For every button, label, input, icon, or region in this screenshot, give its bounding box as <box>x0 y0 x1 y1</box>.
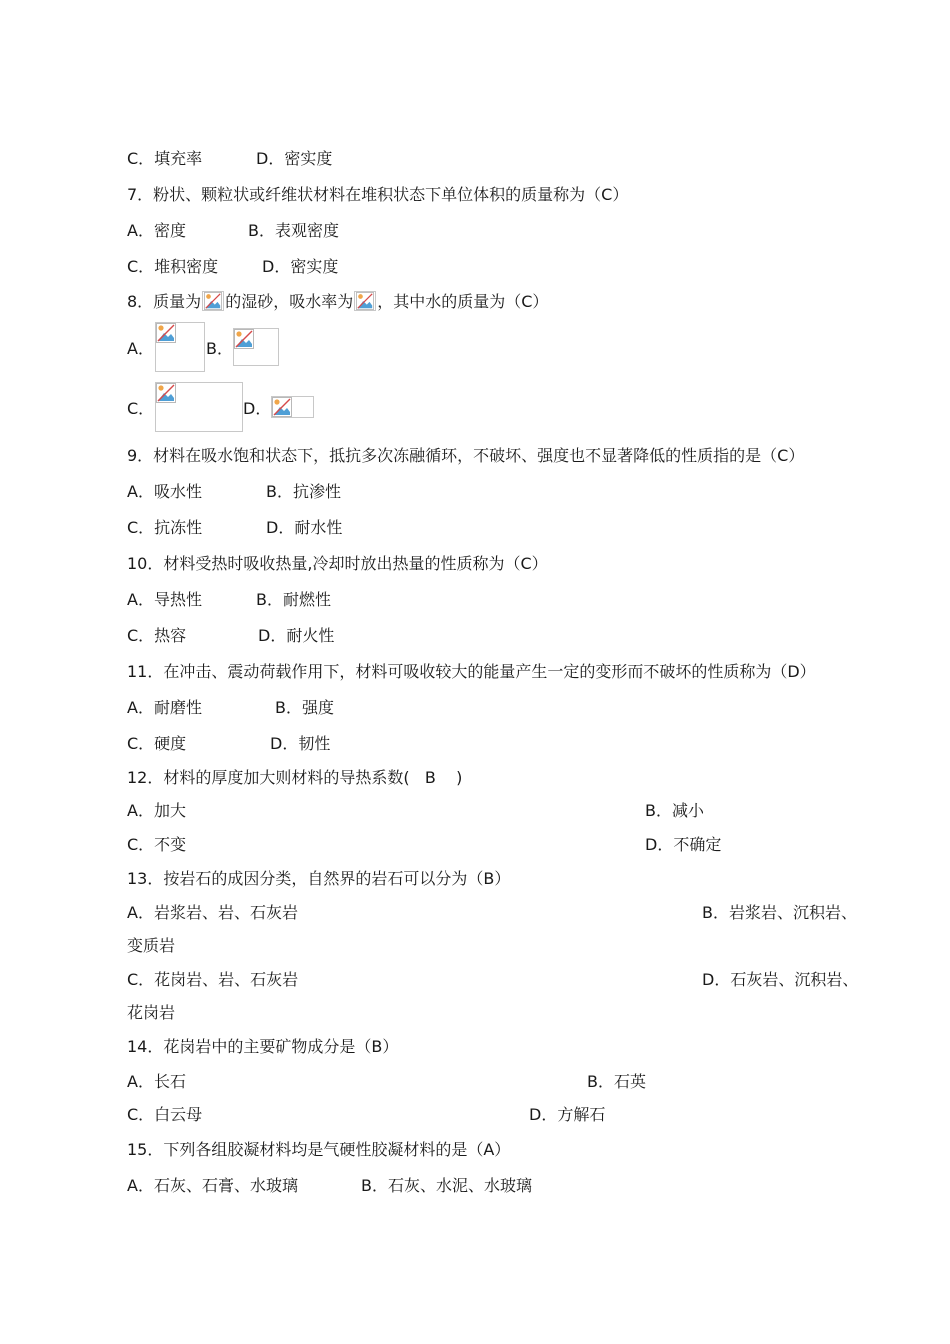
q8-text-3: ，其中水的质量为（C） <box>377 292 549 311</box>
q13-option-b: B．岩浆岩、沉积岩、 <box>702 903 857 922</box>
question-7: 7．粉状、颗粒状或纤维状材料在堆积状态下单位体积的质量称为（C） <box>127 185 629 204</box>
q12-option-d: D．不确定 <box>645 835 722 854</box>
broken-image-icon <box>202 291 224 311</box>
question-12: 12．材料的厚度加大则材料的导热系数( B ) <box>127 768 463 787</box>
q10-option-b: B．耐燃性 <box>256 590 331 609</box>
q11-option-b: B．强度 <box>275 698 334 717</box>
q8-option-d-image <box>271 396 314 418</box>
q12-option-b: B．减小 <box>645 801 704 820</box>
question-9: 9．材料在吸水饱和状态下，抵抗多次冻融循环，不破坏、强度也不显著降低的性质指的是（C） <box>127 446 805 465</box>
q8-option-b: B． <box>206 339 233 358</box>
q9-option-b: B．抗渗性 <box>266 482 341 501</box>
q8-option-b-image <box>233 328 279 366</box>
q11-option-c: C．硬度 <box>127 734 187 753</box>
q10-option-a: A．导热性 <box>127 590 202 609</box>
q8-option-a: A． <box>127 339 154 358</box>
question-8 <box>127 291 548 312</box>
q15-option-a: A．石灰、石膏、水玻璃 <box>127 1176 298 1195</box>
q13-option-d-cont: 花岗岩 <box>127 1003 176 1022</box>
q13-option-a: A．岩浆岩、岩、石灰岩 <box>127 903 298 922</box>
q7-option-c: C．堆积密度 <box>127 257 219 276</box>
option-c-fill-rate: C．填充率 <box>127 149 203 168</box>
broken-image-icon <box>234 329 254 349</box>
q11-option-a: A．耐磨性 <box>127 698 202 717</box>
question-13: 13．按岩石的成因分类，自然界的岩石可以分为（B） <box>127 869 511 888</box>
q13-option-c: C．花岗岩、岩、石灰岩 <box>127 970 299 989</box>
q7-option-a: A．密度 <box>127 221 186 240</box>
q7-option-d: D．密实度 <box>262 257 339 276</box>
q10-option-c: C．热容 <box>127 626 187 645</box>
question-14: 14．花岗岩中的主要矿物成分是（B） <box>127 1037 399 1056</box>
option-d-compactness: D．密实度 <box>256 149 333 168</box>
broken-image-icon <box>156 323 176 343</box>
q8-option-a-image <box>155 322 205 372</box>
q13-option-d: D．石灰岩、沉积岩、 <box>702 970 859 989</box>
q14-option-c: C．白云母 <box>127 1105 203 1124</box>
q12-option-c: C．不变 <box>127 835 187 854</box>
question-10: 10．材料受热时吸收热量,冷却时放出热量的性质称为（C） <box>127 554 548 573</box>
q7-option-b: B．表观密度 <box>248 221 339 240</box>
question-11: 11．在冲击、震动荷载作用下，材料可吸收较大的能量产生一定的变形而不破坏的性质称为（D） <box>127 662 816 681</box>
broken-image-icon <box>156 383 176 403</box>
q9-option-d: D．耐水性 <box>266 518 343 537</box>
q14-option-b: B．石英 <box>587 1072 646 1091</box>
broken-image-icon <box>354 291 376 311</box>
q14-option-a: A．长石 <box>127 1072 186 1091</box>
q9-option-c: C．抗冻性 <box>127 518 203 537</box>
q10-option-d: D．耐火性 <box>258 626 335 645</box>
q15-option-b: B．石灰、水泥、水玻璃 <box>361 1176 532 1195</box>
q12-option-a: A．加大 <box>127 801 186 820</box>
q9-option-a: A．吸水性 <box>127 482 202 501</box>
q11-option-d: D．韧性 <box>270 734 331 753</box>
q8-text-1: 8．质量为 <box>127 292 202 311</box>
q8-option-d: D． <box>243 399 272 418</box>
q14-option-d: D．方解石 <box>529 1105 606 1124</box>
q8-option-c-image <box>155 382 243 432</box>
q8-option-c: C． <box>127 399 155 418</box>
broken-image-icon <box>272 397 292 417</box>
q13-option-b-cont: 变质岩 <box>127 936 176 955</box>
question-15: 15．下列各组胶凝材料均是气硬性胶凝材料的是（A） <box>127 1140 511 1159</box>
q8-text-2: 的湿砂，吸水率为 <box>225 292 354 311</box>
